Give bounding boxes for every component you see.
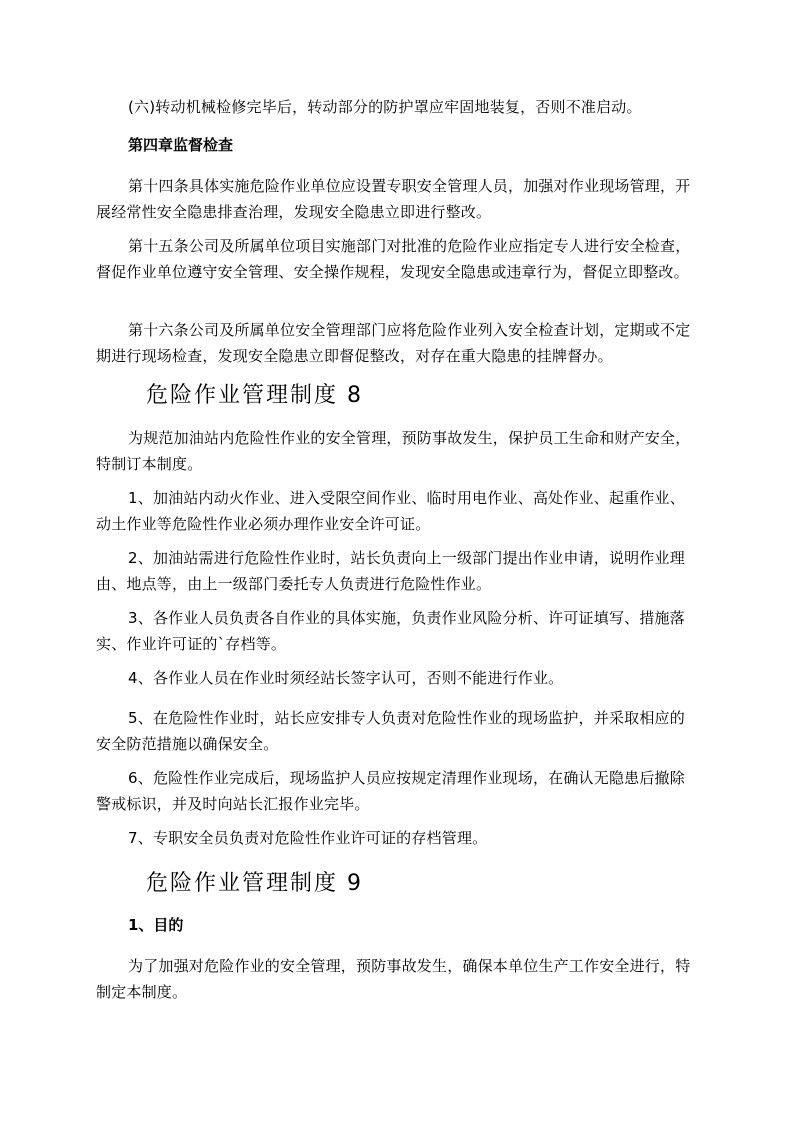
paragraph: 7、专职安全员负责对危险性作业许可证的存档管理。 — [128, 829, 488, 847]
section-title: 危险作业管理制度 8 — [146, 383, 363, 408]
paragraph: 第十六条公司及所属单位安全管理部门应将危险作业列入安全检查计划，定期或不定期进行现场检查，发现安全隐患立即督促整改，对存在重大隐患的挂牌督办。 — [96, 321, 691, 365]
paragraph: 4、各作业人员在作业时须经站长签字认可，否则不能进行作业。 — [128, 669, 564, 687]
paragraph: 为规范加油站内危险性作业的安全管理，预防事故发生，保护员工生命和财产安全，特制订本制度。 — [96, 429, 691, 473]
paragraph: 第十四条具体实施危险作业单位应设置专职安全管理人员，加强对作业现场管理，开展经常性安全隐患排查治理，发现安全隐患立即进行整改。 — [96, 177, 691, 221]
subsection-heading: 1、目的 — [128, 916, 184, 934]
paragraph: 6、危险性作业完成后，现场监护人员应按规定清理作业现场，在确认无隐患后撤除警戒标识，并及时向站长汇报作业完毕。 — [96, 769, 685, 813]
section-title: 危险作业管理制度 9 — [146, 871, 363, 896]
paragraph: 为了加强对危险作业的安全管理，预防事故发生，确保本单位生产工作安全进行，特制定本制度。 — [96, 957, 691, 1001]
chapter-heading: 第四章监督检查 — [128, 136, 234, 154]
paragraph: 第十五条公司及所属单位项目实施部门对批准的危险作业应指定专人进行安全检查，督促作业单位遵守安全管理、安全操作规程，发现安全隐患或违章行为，督促立即整改。 — [96, 237, 691, 281]
paragraph: (六)转动机械检修完毕后，转动部分的防护罩应牢固地装复，否则不准启动。 — [128, 98, 642, 116]
paragraph: 1、加油站内动火作业、进入受限空间作业、临时用电作业、高处作业、起重作业、动土作业等危险性作业必须办理作业安全许可证。 — [96, 489, 685, 533]
paragraph: 2、加油站需进行危险性作业时，站长负责向上一级部门提出作业申请，说明作业理由、地点等，由上一级部门委托专人负责进行危险性作业。 — [96, 549, 685, 593]
paragraph: 5、在危险性作业时，站长应安排专人负责对危险性作业的现场监护，并采取相应的安全防范措施以确保安全。 — [96, 709, 685, 753]
paragraph: 3、各作业人员负责各自作业的具体实施，负责作业风险分析、许可证填写、措施落实、作业许可证的`存档等。 — [96, 609, 685, 653]
